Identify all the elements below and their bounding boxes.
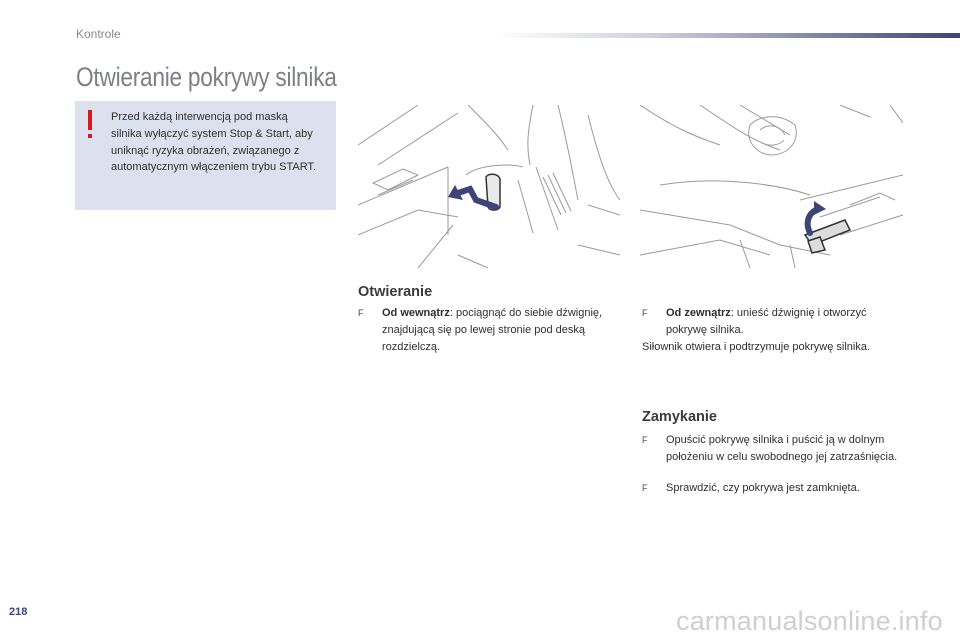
closing-step-2 (642, 480, 904, 497)
inside-instruction (358, 305, 613, 356)
closing-step-1 (642, 432, 904, 466)
hood-release-lever-exterior-illustration (640, 105, 903, 268)
bullet-icon: F (358, 308, 364, 318)
actuator-note: Siłownik otwiera i podtrzymuje pokrywę silnika. (642, 341, 871, 353)
closing-step-2-text: Sprawdzić, czy pokrywa jest zamknięta. (666, 482, 860, 494)
page-number: 218 (9, 606, 28, 618)
outside-text: : unieść dźwignię i otworzyć pokrywę silnika. (666, 307, 867, 336)
inside-label: Od wewnątrz (382, 307, 450, 319)
hood-release-lever-interior-illustration (358, 105, 620, 268)
header-bar (500, 33, 960, 38)
warning-box (75, 101, 336, 210)
watermark: carmanualsonline.info (676, 606, 943, 636)
opening-heading: Otwieranie (358, 284, 433, 300)
section-label: Kontrole (76, 27, 121, 41)
bullet-icon: F (642, 483, 648, 493)
warning-text: Przed każdą interwencją pod maską silnika wyłączyć system Stop & Start, aby uniknąć ryzyka obrażeń, związanego z automatycznym włączeniem trybu START. (111, 111, 316, 174)
closing-step-1-text: Opuścić pokrywę silnika i puścić ją w dolnym położeniu w celu swobodnego jej zatrzaśnięcia. (666, 434, 898, 463)
page-title: Otwieranie pokrywy silnika (76, 62, 337, 92)
exclamation-icon (88, 110, 92, 130)
bullet-icon: F (642, 308, 648, 318)
outside-instruction (642, 305, 907, 339)
closing-heading: Zamykanie (642, 409, 717, 425)
outside-label: Od zewnątrz (666, 307, 731, 319)
inside-text: : pociągnąć do siebie dźwignię, znajdującą się po lewej stronie pod deską rozdzielczą. (382, 307, 603, 353)
bullet-icon: F (642, 435, 648, 445)
